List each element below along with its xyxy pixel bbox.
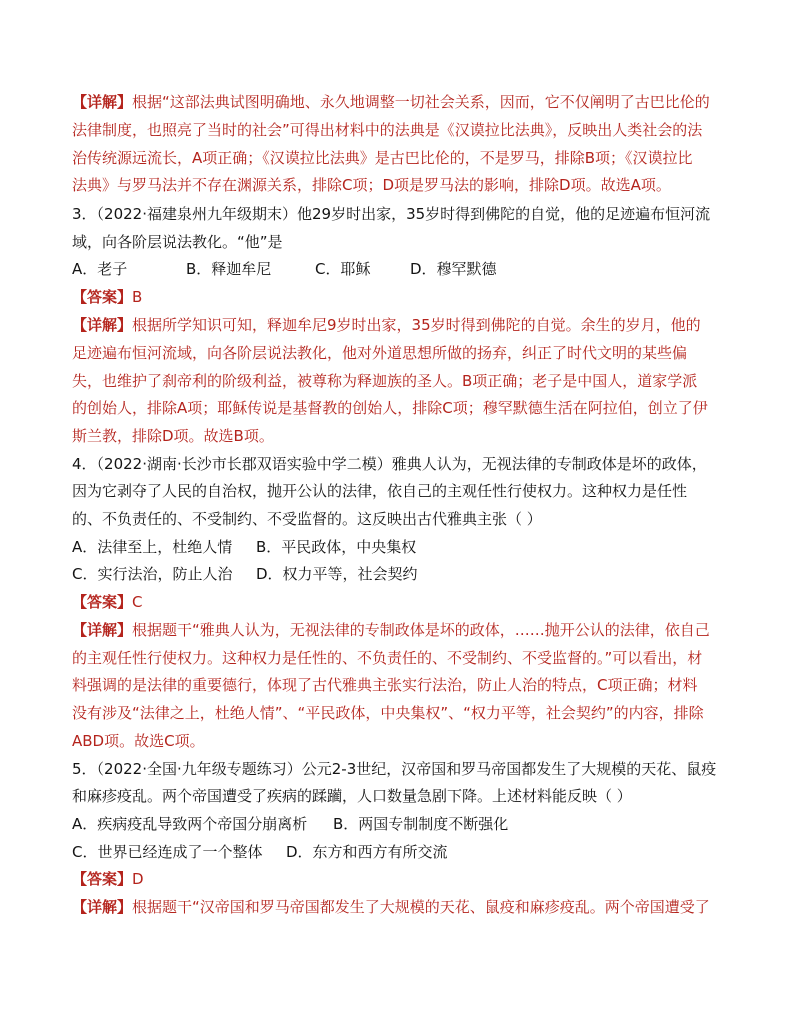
q5-option-c: C．世界已经连成了一个整体 <box>72 843 263 861</box>
answer-tag: 【答案】 <box>72 593 133 611</box>
answer-tag: 【答案】 <box>72 870 133 888</box>
q3-stem-line-1: 3．（2022·福建泉州九年级期末）他29岁时出家，35岁时得到佛陀的自觉，他的足迹遍布恒河流 <box>72 205 711 223</box>
detail-text: 根据所学知识可知，释迦牟尼9岁时出家，35岁时得到佛陀的自觉。余生的岁月，他的 <box>132 316 701 334</box>
q4-detail-line-1 <box>72 620 722 640</box>
q5-stem-line-2: 和麻疹疫乱。两个帝国遭受了疾病的蹂躏，人口数量急剧下降。上述材料能反映（ ） <box>72 787 632 805</box>
q3-detail-line-3: 失，也维护了刹帝利的阶级利益，被尊称为释迦族的圣人。B项正确；老子是中国人，道家学派 <box>72 372 698 390</box>
q3-option-a: A．老子 <box>72 260 128 278</box>
answer-value: B <box>132 288 143 306</box>
q3-option-d: D．穆罕默德 <box>410 260 497 278</box>
q3-detail-line-1 <box>72 315 722 335</box>
q5-answer <box>72 869 722 889</box>
detail-tag: 【详解】 <box>72 93 133 111</box>
q3-detail-line-5: 斯兰教，排除D项。故选B项。 <box>72 427 274 445</box>
q4-option-c: C．实行法治，防止人治 <box>72 565 233 583</box>
q3-answer <box>72 287 722 307</box>
q4-answer <box>72 592 722 612</box>
detail-text: 根据题干“雅典人认为，无视法律的专制政体是坏的政体，……抛开公认的法律，依自己 <box>132 621 710 639</box>
q2-detail-line-1 <box>72 92 722 112</box>
q5-option-d: D．东方和西方有所交流 <box>286 843 448 861</box>
detail-text: 根据题干“汉帝国和罗马帝国都发生了大规模的天花、鼠疫和麻疹疫乱。两个帝国遭受了 <box>132 898 710 916</box>
q4-detail-line-5: ABD项。故选C项。 <box>72 732 205 750</box>
q4-stem-line-1: 4．（2022·湖南·长沙市长郡双语实验中学二模）雅典人认为，无视法律的专制政体是坏的政体， <box>72 455 707 473</box>
answer-value: C <box>132 593 143 611</box>
q5-option-a: A．疾病疫乱导致两个帝国分崩离析 <box>72 815 308 833</box>
q2-detail-line-2: 法律制度，也照亮了当时的社会”可得出材料中的法典是《汉谟拉比法典》，反映出人类社会的法 <box>72 121 703 139</box>
q5-detail-line-1 <box>72 897 722 917</box>
detail-text: 根据“这部法典试图明确地、永久地调整一切社会关系，因而，它不仅阐明了古巴比伦的 <box>132 93 710 111</box>
q3-stem-line-2: 域，向各阶层说法教化。“他”是 <box>72 233 283 251</box>
answer-value: D <box>132 870 144 888</box>
q4-stem-line-2: 因为它剥夺了人民的自治权，抛开公认的法律，依自己的主观任性行使权力。这种权力是任性 <box>72 482 688 500</box>
q4-detail-line-4: 没有涉及“法律之上，杜绝人情”、“平民政体，中央集权”、“权力平等，社会契约”的内容，排除 <box>72 704 704 722</box>
q4-detail-line-3: 料强调的是法律的重要德行，体现了古代雅典主张实行法治，防止人治的特点，C项正确；材料 <box>72 676 698 694</box>
q3-option-c: C．耶稣 <box>315 260 371 278</box>
detail-tag: 【详解】 <box>72 898 133 916</box>
detail-tag: 【详解】 <box>72 316 133 334</box>
q3-option-b: B．释迦牟尼 <box>186 260 272 278</box>
answer-tag: 【答案】 <box>72 288 133 306</box>
q2-detail-line-3: 治传统源远流长，A项正确；《汉谟拉比法典》是古巴比伦的，不是罗马，排除B项；《汉谟拉比 <box>72 149 693 167</box>
q5-option-b: B．两国专制制度不断强化 <box>333 815 509 833</box>
q4-option-d: D．权力平等，社会契约 <box>256 565 418 583</box>
q4-stem-line-3: 的、不负责任的、不受制约、不受监督的。这反映出古代雅典主张（ ） <box>72 510 542 528</box>
detail-tag: 【详解】 <box>72 621 133 639</box>
q4-option-a: A．法律至上，杜绝人情 <box>72 538 233 556</box>
q3-detail-line-2: 足迹遍布恒河流域，向各阶层说法教化，他对外道思想所做的扬弃，纠正了时代文明的某些偏 <box>72 344 688 362</box>
q2-detail-line-4: 法典》与罗马法并不存在渊源关系，排除C项；D项是罗马法的影响，排除D项。故选A项。 <box>72 176 671 194</box>
q4-option-b: B．平民政体，中央集权 <box>256 538 417 556</box>
q5-stem-line-1: 5．（2022·全国·九年级专题练习）公元2-3世纪，汉帝国和罗马帝国都发生了大规模的天花、鼠疫 <box>72 760 717 778</box>
q4-detail-line-2: 的主观任性行使权力。这种权力是任性的、不负责任的、不受制约、不受监督的。”可以看出，材 <box>72 649 703 667</box>
q3-detail-line-4: 的创始人，排除A项；耶稣传说是基督教的创始人，排除C项；穆罕默德生活在阿拉伯，创立了伊 <box>72 399 708 417</box>
